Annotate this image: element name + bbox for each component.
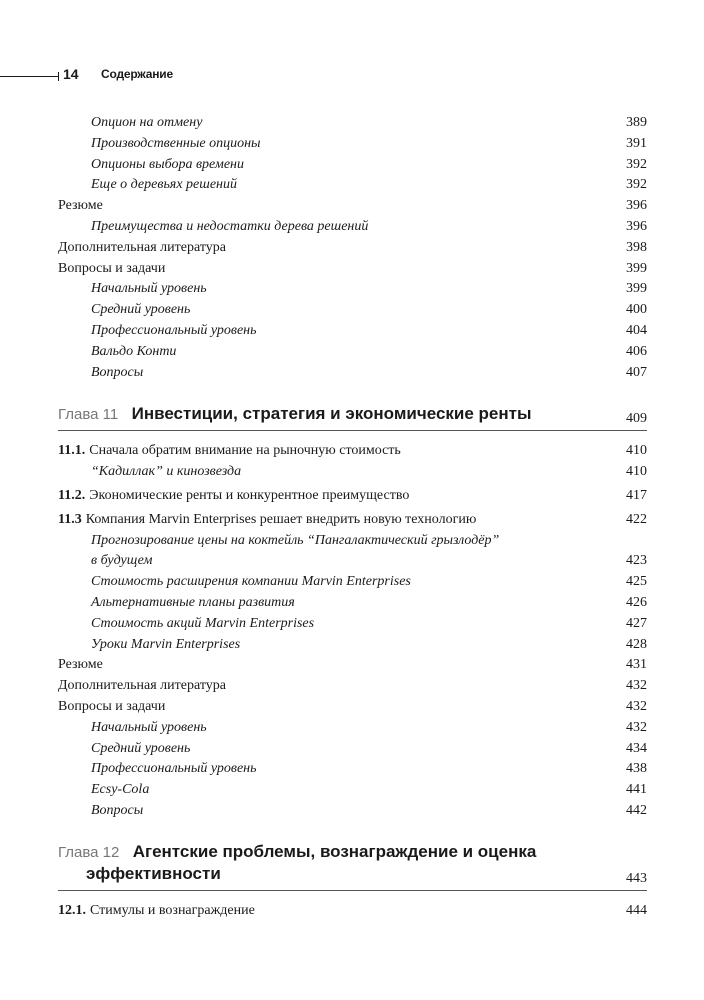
- toc-entry[interactable]: [58, 155, 647, 176]
- toc-entry-page: 389: [626, 115, 647, 130]
- toc-section-entry[interactable]: [58, 901, 647, 922]
- toc-entry-page: 400: [626, 302, 647, 318]
- toc-entry-page: 441: [626, 782, 647, 798]
- toc-entry-page: 410: [626, 464, 647, 480]
- toc-entry-title: Вальдо Конти: [91, 343, 177, 359]
- toc-entry[interactable]: [58, 462, 647, 483]
- toc-entry[interactable]: [58, 175, 647, 196]
- toc-entry-page: 438: [626, 761, 647, 777]
- toc-entry-page: 406: [626, 343, 647, 359]
- chapter-title-continued: эффективности: [86, 863, 221, 883]
- toc-entry-page: 444: [626, 902, 647, 918]
- chapter-label: Глава 11: [58, 406, 119, 424]
- chapter-heading-12[interactable]: [58, 840, 647, 891]
- chapter-title: Инвестиции, стратегия и экономические ренты: [131, 404, 532, 424]
- toc-entry-page: 399: [626, 260, 647, 276]
- toc-entry-page: 396: [626, 198, 647, 214]
- toc-entry-title: Прогнозирование цены на коктейль “Пангалактический грызлодёр”: [91, 532, 500, 548]
- toc-entry[interactable]: [58, 780, 647, 801]
- chapter-heading-11[interactable]: [58, 402, 647, 431]
- toc-entry-page: 398: [626, 239, 647, 255]
- toc-entry-title: Дополнительная литература: [58, 239, 226, 255]
- toc-section-entry[interactable]: [58, 486, 647, 507]
- toc-entry[interactable]: [58, 593, 647, 614]
- toc-entry-title: Начальный уровень: [91, 719, 207, 735]
- running-head: [0, 66, 300, 86]
- toc-entry[interactable]: [58, 759, 647, 780]
- toc-entry-title: Вопросы и задачи: [58, 260, 166, 276]
- toc-entry[interactable]: [58, 321, 647, 342]
- toc-entry-title: Производственные опционы: [91, 135, 261, 151]
- toc-entry[interactable]: [58, 196, 647, 217]
- toc-entry-page: 425: [626, 574, 647, 590]
- toc-entry-page: 423: [626, 553, 647, 569]
- toc-entry[interactable]: [58, 801, 647, 822]
- toc-entry-page: 434: [626, 740, 647, 756]
- toc-entry-title: Ecsy-Cola: [91, 782, 150, 798]
- toc-entry[interactable]: [58, 718, 647, 739]
- chapter-page: 443: [626, 870, 647, 886]
- toc-entry-page: 392: [626, 156, 647, 172]
- toc-entry[interactable]: [58, 113, 647, 134]
- header-tick: [58, 72, 59, 81]
- toc-entry-title: Опционы выбора времени: [91, 156, 244, 172]
- toc-entry-page: 431: [626, 657, 647, 673]
- section-number: 11.3: [58, 511, 82, 527]
- toc-section-entry[interactable]: [58, 441, 647, 462]
- toc-entry[interactable]: [58, 134, 647, 155]
- toc-entry-page: 407: [626, 364, 647, 380]
- table-of-contents: [58, 113, 647, 922]
- toc-entry-title: Вопросы: [91, 364, 144, 380]
- toc-entry-title: в будущем: [91, 553, 153, 569]
- toc-entry-page: 427: [626, 615, 647, 631]
- chapter-label: Глава 12: [58, 843, 120, 861]
- toc-entry-page: 399: [626, 281, 647, 297]
- toc-entry-page: 391: [626, 135, 647, 151]
- toc-entry[interactable]: [58, 259, 647, 280]
- toc-entry-title: Средний уровень: [91, 740, 191, 756]
- toc-entry-title: Начальный уровень: [91, 281, 207, 297]
- section-title: Сначала обратим внимание на рыночную стоимость: [89, 443, 401, 459]
- toc-entry-page: 442: [626, 802, 647, 818]
- toc-entry-title: Вопросы: [91, 802, 144, 818]
- running-title: Содержание: [101, 67, 173, 81]
- toc-entry[interactable]: [58, 697, 647, 718]
- toc-entry-page: 422: [626, 511, 647, 527]
- toc-entry[interactable]: [58, 572, 647, 593]
- toc-entry-page: 428: [626, 636, 647, 652]
- toc-entry-page: 417: [626, 487, 647, 503]
- chapter-page: 409: [626, 411, 647, 427]
- toc-entry-page: 392: [626, 177, 647, 193]
- toc-entry[interactable]: [58, 363, 647, 384]
- toc-entry[interactable]: [58, 635, 647, 656]
- toc-entry-title: Резюме: [58, 198, 103, 214]
- toc-entry[interactable]: [58, 279, 647, 300]
- toc-entry-title: Еще о деревьях решений: [91, 177, 237, 193]
- section-title: Экономические ренты и конкурентное преимущество: [89, 487, 410, 503]
- toc-entry-title: Стоимость расширения компании Marvin Enterprises: [91, 574, 411, 590]
- section-title: Компания Marvin Enterprises решает внедрить новую технологию: [85, 511, 477, 527]
- toc-entry-title: “Кадиллак” и кинозвезда: [91, 464, 242, 480]
- toc-entry-line2[interactable]: [58, 551, 647, 572]
- toc-entry-page: 432: [626, 678, 647, 694]
- toc-entry[interactable]: [58, 238, 647, 259]
- toc-entry-title: Стоимость акций Marvin Enterprises: [91, 615, 315, 631]
- toc-entry-line1[interactable]: [58, 531, 647, 552]
- section-number: 12.1.: [58, 902, 86, 918]
- header-rule: [0, 76, 58, 77]
- toc-entry[interactable]: [58, 614, 647, 635]
- toc-entry[interactable]: [58, 676, 647, 697]
- toc-entry-title: Средний уровень: [91, 302, 191, 318]
- toc-entry-title: Опцион на отмену: [91, 115, 203, 130]
- toc-entry-page: 404: [626, 322, 647, 338]
- toc-entry[interactable]: [58, 300, 647, 321]
- toc-entry[interactable]: [58, 342, 647, 363]
- toc-entry[interactable]: [58, 655, 647, 676]
- section-number: 11.2.: [58, 487, 86, 503]
- toc-entry-title: Вопросы и задачи: [58, 698, 166, 714]
- section-title: Стимулы и вознаграждение: [90, 902, 255, 918]
- toc-entry-page: 396: [626, 218, 647, 234]
- toc-entry-title: Дополнительная литература: [58, 678, 226, 694]
- toc-entry-page: 410: [626, 443, 647, 459]
- toc-entry-page: 432: [626, 719, 647, 735]
- toc-entry[interactable]: [58, 217, 647, 238]
- page-number: 14: [63, 66, 79, 82]
- toc-entry-title: Резюме: [58, 657, 103, 673]
- toc-entry-page: 426: [626, 594, 647, 610]
- toc-entry-title: Альтернативные планы развития: [91, 594, 295, 610]
- toc-entry-title: Уроки Marvin Enterprises: [91, 636, 241, 652]
- chapter-title: Агентские проблемы, вознаграждение и оценка: [132, 841, 537, 861]
- toc-entry[interactable]: [58, 739, 647, 760]
- toc-entry-title: Профессиональный уровень: [91, 761, 257, 777]
- toc-entry-title: Преимущества и недостатки дерева решений: [91, 218, 369, 234]
- toc-entry-title: Профессиональный уровень: [91, 322, 257, 338]
- section-number: 11.1.: [58, 443, 86, 459]
- toc-entry-page: 432: [626, 698, 647, 714]
- toc-section-entry[interactable]: [58, 510, 647, 531]
